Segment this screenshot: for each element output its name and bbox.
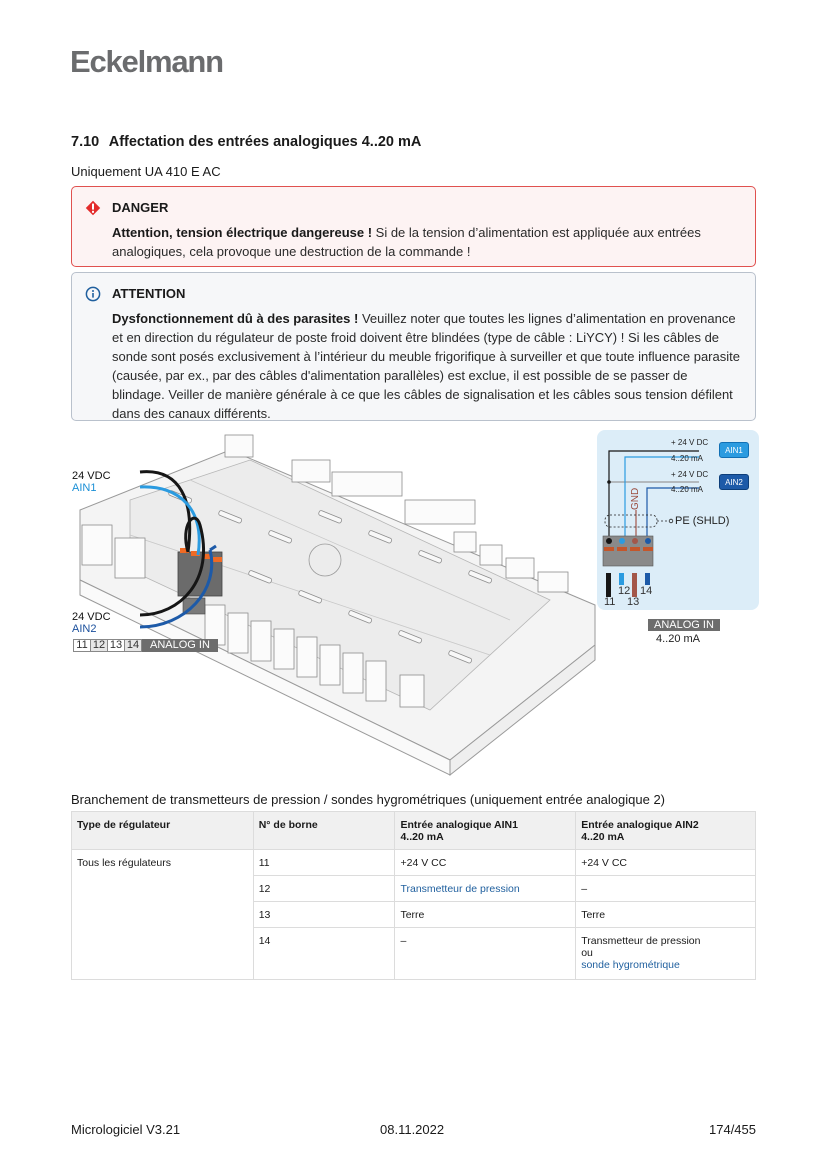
cell-borne: 14 (253, 928, 395, 980)
header-type: Type de régulateur (72, 812, 254, 850)
cell-ain1: Terre (395, 902, 576, 928)
controller-illustration (70, 430, 760, 790)
terminal-assignment-table (71, 811, 756, 980)
wiring-terminal-11: 11 (604, 596, 616, 608)
attention-heading: ATTENTION (112, 286, 186, 301)
table-header-row (72, 812, 756, 850)
table-caption: Branchement de transmetteurs de pression / sondes hygrométriques (uniquement entrée analogique 2) (71, 792, 666, 807)
terminal-14: 14 (124, 639, 142, 652)
wiring-diagram (597, 430, 759, 610)
table-row (72, 850, 756, 876)
danger-body: Si de la tension d’alimentation est appliquée aux entrées analogiques, cela provoque une destruction de la commande ! (112, 225, 701, 259)
terminal-11: 11 (73, 639, 91, 652)
info-circle-icon (85, 286, 101, 302)
section-number: 7.10 (71, 134, 100, 150)
footer-date: 08.11.2022 (380, 1122, 445, 1137)
attention-bold: Dysfonctionnement dû à des parasites ! (112, 311, 359, 326)
cell-ain2-line1: Transmetteur de pression (581, 935, 701, 947)
cell-ain2: +24 V CC (576, 850, 756, 876)
wiring-analog-in-tag: ANALOG IN (648, 619, 720, 631)
terminal-13: 13 (107, 639, 125, 652)
cell-ain1-link[interactable]: Transmetteur de pression (395, 876, 576, 902)
cell-borne: 11 (253, 850, 395, 876)
danger-diamond-icon (85, 200, 101, 216)
wire-label-24vdc-2: + 24 V DC (671, 470, 709, 479)
header-ain2 (576, 812, 756, 850)
label-24vdc-top: 24 VDC (72, 470, 111, 482)
eckelmann-logo: Eckelmann (70, 44, 223, 79)
section-title (71, 134, 421, 150)
footer-page-number: 174/455 (709, 1122, 756, 1137)
header-ain2-label: Entrée analogique AIN2 (581, 819, 699, 831)
attention-text (112, 309, 741, 423)
ain1-badge: AIN1 (719, 442, 749, 458)
wiring-terminal-13: 13 (627, 596, 640, 608)
wire-label-24vdc-1: + 24 V DC (671, 438, 709, 447)
header-ain1 (395, 812, 576, 850)
wiring-terminal-12: 12 (618, 585, 631, 597)
header-ain1-range: 4..20 mA (400, 831, 444, 843)
cell-borne: 12 (253, 876, 395, 902)
terminal-12: 12 (90, 639, 108, 652)
cell-ain2: – (576, 876, 756, 902)
danger-heading: DANGER (112, 200, 169, 215)
footer-firmware: Micrologiciel V3.21 (71, 1122, 181, 1137)
analog-in-tag: ANALOG IN (142, 639, 218, 652)
attention-notice (71, 272, 756, 421)
gnd-label: GND (630, 487, 641, 510)
wire-label-4-20ma-1: 4..20 mA (671, 454, 704, 463)
label-ain1: AIN1 (72, 482, 97, 494)
section-heading: Affectation des entrées analogiques 4..20 mA (108, 134, 422, 150)
controller-board-drawing (70, 430, 600, 790)
header-borne: N° de borne (253, 812, 395, 850)
label-24vdc-bottom: 24 VDC (72, 611, 111, 623)
danger-text (112, 223, 741, 261)
pe-shld-label: PE (SHLD) (675, 515, 730, 527)
danger-notice (71, 186, 756, 267)
wire-label-4-20ma-2: 4..20 mA (671, 485, 704, 494)
danger-bold: Attention, tension électrique dangereuse ! (112, 225, 373, 240)
header-ain2-range: 4..20 mA (581, 831, 625, 843)
ain2-badge: AIN2 (719, 474, 749, 490)
label-ain2: AIN2 (72, 623, 97, 635)
wiring-terminal-14: 14 (640, 585, 653, 597)
cell-type: Tous les régulateurs (72, 850, 254, 980)
cell-ain2: Terre (576, 902, 756, 928)
attention-body: Veuillez noter que toutes les lignes d’alimentation en provenance et en direction du régulateur de poste froid doivent être blindées (type de câble : LiYCY) ! Si les câbles de sonde sont posés exclusivement à l’intérieur du meuble frigorifique à surveiller et que toute influence parasite (causée, par ex., par des câbles d'alimentation parallèles) est exclue, il est possible de se passer de blindage. Veiller de manière générale à ce que les câbles de signalisation et les câbles sous tension défilent dans des canaux différents. (112, 311, 740, 421)
cell-ain2 (576, 928, 756, 980)
cell-ain1: +24 V CC (395, 850, 576, 876)
cell-ain2-line2: ou (581, 947, 593, 959)
wiring-analog-in-range: 4..20 mA (656, 633, 701, 645)
cell-borne: 13 (253, 902, 395, 928)
section-subtitle: Uniquement UA 410 E AC (71, 164, 221, 179)
cell-ain1: – (395, 928, 576, 980)
header-ain1-label: Entrée analogique AIN1 (400, 819, 518, 831)
sonde-hygrometrique-link[interactable]: sonde hygrométrique (581, 959, 680, 971)
terminal-strip (73, 639, 218, 652)
